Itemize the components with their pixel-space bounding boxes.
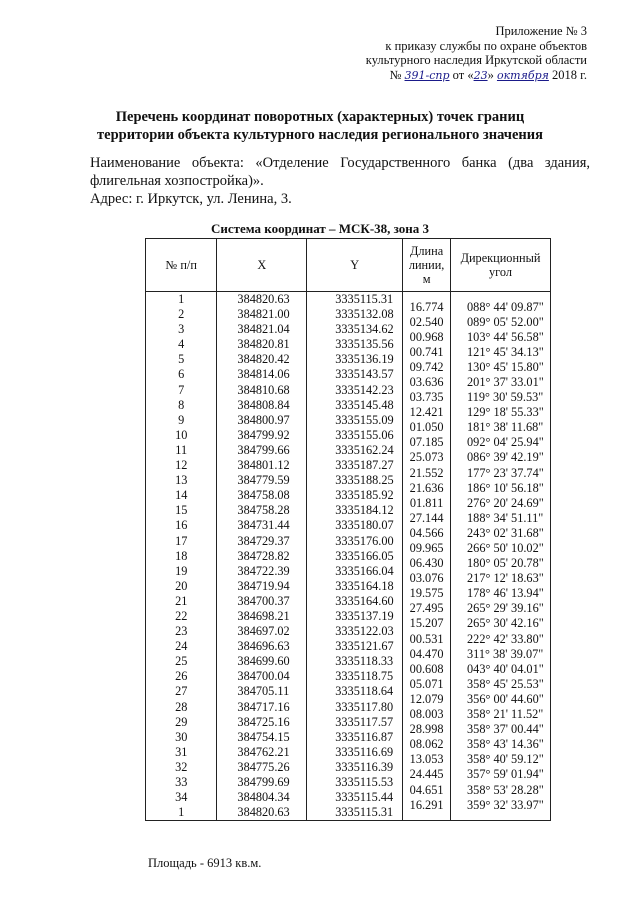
point-x: 384728.82	[237, 548, 290, 563]
point-x: 384719.94	[237, 578, 290, 593]
segment-angle: 088° 44' 09.87"	[467, 299, 544, 314]
header-angle-line-2: угол	[489, 265, 513, 279]
segment-length: 21.636	[409, 480, 444, 495]
segment-length: 15.207	[409, 616, 444, 631]
point-y: 3335118.64	[335, 684, 394, 699]
segment-length: 06.430	[409, 556, 444, 571]
point-x: 384697.02	[237, 624, 290, 639]
segment-length: 00.741	[409, 344, 444, 359]
point-x: 384820.63	[237, 292, 290, 306]
point-x: 384810.68	[237, 382, 290, 397]
segment-angle: 358° 40' 59.12"	[467, 752, 544, 767]
point-y: 3335143.57	[335, 367, 394, 382]
point-number: 28	[175, 699, 188, 714]
date-quote: »	[487, 67, 494, 82]
table-body-row	[146, 292, 551, 821]
point-x: 384820.81	[237, 337, 290, 352]
order-year: 2018 г.	[552, 67, 587, 82]
segment-angle: 129° 18' 55.33"	[467, 405, 544, 420]
point-y: 3335116.87	[335, 729, 394, 744]
segment-angle: 043° 40' 04.01"	[467, 661, 544, 676]
point-number: 27	[175, 684, 188, 699]
point-y: 3335117.80	[335, 699, 394, 714]
point-number: 18	[175, 548, 188, 563]
table-header-row	[146, 239, 551, 292]
order-month-handwritten: октября	[496, 68, 549, 82]
point-x: 384696.63	[237, 639, 290, 654]
point-y: 3335135.56	[335, 337, 394, 352]
segment-length: 13.053	[409, 752, 444, 767]
segment-angle: 265° 30' 42.16"	[467, 616, 544, 631]
point-x: 384779.59	[237, 473, 290, 488]
point-y: 3335115.53	[335, 775, 394, 789]
point-number: 3	[178, 322, 185, 337]
segment-length: 02.540	[409, 314, 444, 329]
order-day-handwritten: 23	[473, 68, 488, 82]
number-prefix: №	[389, 67, 402, 82]
point-number: 17	[175, 533, 188, 548]
segment-length: 03.636	[409, 374, 444, 389]
point-number: 14	[175, 488, 188, 503]
point-number: 33	[175, 775, 188, 789]
segment-length: 04.651	[409, 782, 444, 797]
header-length-line-2: линии,	[408, 258, 445, 272]
point-number: 2	[178, 307, 185, 322]
point-number: 8	[178, 397, 185, 412]
point-y: 3335155.09	[335, 412, 394, 427]
point-x: 384762.21	[237, 744, 290, 759]
segment-angle: 357° 59' 01.94"	[467, 767, 544, 782]
point-y: 3335187.27	[335, 458, 394, 473]
point-number-column	[146, 292, 217, 821]
point-x: 384808.84	[237, 397, 290, 412]
header-x: X	[217, 239, 307, 292]
point-number: 1	[178, 805, 185, 820]
point-number: 10	[175, 427, 188, 442]
segment-angle: 311° 38' 39.07"	[467, 646, 544, 661]
point-y: 3335176.00	[335, 533, 394, 548]
point-y: 3335115.31	[335, 805, 394, 820]
point-number: 6	[178, 367, 185, 382]
segment-angle: 356° 00' 44.60"	[467, 691, 544, 706]
segment-angle: 358° 45' 25.53"	[467, 676, 544, 691]
segment-angle: 178° 46' 13.94"	[467, 586, 544, 601]
header-num: № п/п	[146, 239, 217, 292]
point-number: 20	[175, 578, 188, 593]
point-y: 3335116.39	[335, 759, 394, 774]
segment-angle: 119° 30' 59.53"	[467, 390, 544, 405]
segment-length: 09.742	[409, 359, 444, 374]
object-address: Адрес: г. Иркутск, ул. Ленина, 3.	[90, 191, 292, 207]
point-number: 21	[175, 593, 188, 608]
segment-length: 04.566	[409, 525, 444, 540]
segment-length: 03.735	[409, 390, 444, 405]
point-y: 3335184.12	[335, 503, 394, 518]
point-x: 384821.04	[237, 322, 290, 337]
segment-angle: 089° 05' 52.00"	[467, 314, 544, 329]
point-number: 16	[175, 518, 188, 533]
header-length-line-3: м	[422, 272, 431, 286]
point-number: 11	[175, 442, 188, 457]
header-length-line-1: Длина	[410, 244, 444, 258]
point-y: 3335145.48	[335, 397, 394, 412]
point-x: 384729.37	[237, 533, 290, 548]
segment-angle: 276° 20' 24.69"	[467, 495, 544, 510]
segment-length: 03.076	[409, 571, 444, 586]
segment-angle: 358° 43' 14.36"	[467, 737, 544, 752]
segment-angle: 222° 42' 33.80"	[467, 631, 544, 646]
point-y: 3335164.18	[335, 578, 394, 593]
point-y: 3335137.19	[335, 608, 394, 623]
point-number: 1	[178, 292, 185, 306]
point-number: 32	[175, 759, 188, 774]
segment-length: 09.965	[409, 541, 444, 555]
segment-angle: 086° 39' 42.19"	[467, 450, 544, 465]
segment-length: 24.445	[409, 767, 444, 782]
segment-length: 25.073	[409, 450, 444, 465]
segment-length: 07.185	[409, 435, 444, 450]
segment-angle: 181° 38' 11.68"	[467, 420, 544, 435]
point-number: 23	[175, 624, 188, 639]
point-y: 3335122.03	[335, 624, 394, 639]
point-y: 3335188.25	[335, 473, 394, 488]
point-number: 25	[175, 654, 188, 669]
coordinates-table	[145, 238, 551, 821]
point-y: 3335132.08	[335, 307, 394, 322]
date-from: от «	[452, 67, 474, 82]
segment-length: 00.968	[409, 329, 444, 344]
point-x: 384799.92	[237, 427, 290, 442]
point-number: 7	[178, 382, 185, 397]
point-number: 30	[175, 729, 188, 744]
segment-length: 08.003	[409, 707, 444, 722]
point-x: 384758.28	[237, 503, 290, 518]
segment-angle: 359° 32' 33.97"	[467, 797, 544, 812]
point-number: 31	[175, 744, 188, 759]
point-x: 384754.15	[237, 729, 290, 744]
point-number: 4	[178, 337, 185, 352]
point-x: 384699.60	[237, 654, 290, 669]
segment-length: 05.071	[409, 676, 444, 691]
point-x: 384804.34	[237, 790, 290, 805]
document-title-line-1: Перечень координат поворотных (характерных) точек границ	[115, 109, 525, 125]
point-x: 384705.11	[237, 684, 290, 699]
segment-angle: 092° 04' 25.94"	[467, 435, 544, 450]
appendix-order-line: к приказу службы по охране объектов	[385, 38, 587, 53]
point-x: 384731.44	[237, 518, 290, 533]
segment-angle: 103° 44' 56.58"	[467, 329, 544, 344]
coordinate-system-caption: Система координат – МСК-38, зона 3	[210, 221, 430, 236]
area-total: Площадь - 6913 кв.м.	[148, 856, 262, 870]
point-y: 3335118.75	[335, 669, 394, 684]
point-x: 384700.37	[237, 593, 290, 608]
segment-angle: 243° 02' 31.68"	[467, 525, 544, 540]
segment-angle: 358° 21' 11.52"	[467, 707, 544, 722]
segment-length: 04.470	[409, 646, 444, 661]
segment-length: 00.608	[409, 661, 444, 676]
segment-angle: 188° 34' 51.11"	[467, 510, 544, 525]
appendix-header	[366, 24, 587, 83]
point-x: 384820.63	[237, 805, 290, 820]
point-x: 384758.08	[237, 488, 290, 503]
point-number: 19	[175, 563, 188, 578]
point-y: 3335136.19	[335, 352, 394, 367]
segment-angle: 130° 45' 15.80"	[467, 359, 544, 374]
document-title	[0, 108, 640, 144]
point-y: 3335142.23	[335, 382, 394, 397]
point-number: 22	[175, 608, 188, 623]
header-length	[403, 239, 451, 292]
segment-length: 12.079	[409, 691, 444, 706]
appendix-number-line	[366, 68, 587, 84]
segment-length: 16.291	[409, 797, 444, 812]
segment-angle: 180° 05' 20.78"	[467, 556, 544, 571]
point-y: 3335166.04	[335, 563, 394, 578]
point-y: 3335185.92	[335, 488, 394, 503]
point-y: 3335180.07	[335, 518, 394, 533]
segment-length: 16.774	[409, 299, 444, 314]
segment-angle: 265° 29' 39.16"	[467, 601, 544, 616]
y-column	[307, 292, 403, 821]
length-column	[403, 292, 451, 821]
header-y: Y	[307, 239, 403, 292]
point-x: 384821.00	[237, 307, 290, 322]
point-x: 384775.26	[237, 759, 290, 774]
segment-angle: 186° 10' 56.18"	[467, 480, 544, 495]
point-y: 3335115.44	[335, 790, 394, 805]
point-y: 3335155.06	[335, 427, 394, 442]
point-y: 3335164.60	[335, 593, 394, 608]
point-x: 384800.97	[237, 412, 290, 427]
segment-length: 01.811	[409, 495, 444, 510]
point-y: 3335117.57	[335, 714, 394, 729]
segment-length: 12.421	[409, 405, 444, 420]
point-x: 384820.42	[237, 352, 290, 367]
point-number: 24	[175, 639, 188, 654]
angle-column	[451, 292, 551, 821]
point-x: 384799.66	[237, 442, 290, 457]
point-number: 26	[175, 669, 188, 684]
segment-angle: 358° 37' 00.44"	[467, 722, 544, 737]
point-number: 5	[178, 352, 185, 367]
point-number: 9	[178, 412, 185, 427]
point-x: 384801.12	[237, 458, 290, 473]
segment-length: 00.531	[409, 631, 444, 646]
point-y: 3335166.05	[335, 548, 394, 563]
point-x: 384717.16	[237, 699, 290, 714]
point-x: 384700.04	[237, 669, 290, 684]
segment-length: 28.998	[409, 722, 444, 737]
segment-length: 08.062	[409, 737, 444, 752]
point-y: 3335116.69	[335, 744, 394, 759]
point-y: 3335121.67	[335, 639, 394, 654]
order-number-handwritten: 391-спр	[404, 68, 450, 82]
point-y: 3335162.24	[335, 442, 394, 457]
segment-angle: 121° 45' 34.13"	[467, 344, 544, 359]
point-x: 384725.16	[237, 714, 290, 729]
segment-length: 01.050	[409, 420, 444, 435]
header-angle	[451, 239, 551, 292]
point-y: 3335118.33	[335, 654, 394, 669]
segment-angle: 266° 50' 10.02"	[467, 541, 544, 555]
segment-angle: 358° 53' 28.28"	[467, 782, 544, 797]
point-number: 34	[175, 790, 188, 805]
point-x: 384799.69	[237, 775, 290, 789]
point-x: 384698.21	[237, 608, 290, 623]
point-number: 15	[175, 503, 188, 518]
appendix-title: Приложение № 3	[495, 24, 587, 38]
point-number: 29	[175, 714, 188, 729]
object-name: Наименование объекта: «Отделение Государственного банка (два здания, флигельная хозпостройка)».	[90, 155, 590, 189]
segment-length: 27.144	[409, 510, 444, 525]
point-x: 384814.06	[237, 367, 290, 382]
point-number: 12	[175, 458, 188, 473]
segment-angle: 201° 37' 33.01"	[467, 374, 544, 389]
header-angle-line-1: Дирекционный	[460, 251, 541, 265]
appendix-service-line: культурного наследия Иркутской области	[365, 53, 587, 67]
segment-angle: 177° 23' 37.74"	[467, 465, 544, 480]
x-column	[217, 292, 307, 821]
point-y: 3335115.31	[335, 292, 394, 306]
segment-length: 19.575	[409, 586, 444, 601]
segment-length: 21.552	[409, 465, 444, 480]
point-x: 384722.39	[237, 563, 290, 578]
point-number: 13	[175, 473, 188, 488]
document-title-line-2: территории объекта культурного наследия регионального значения	[97, 127, 543, 143]
point-y: 3335134.62	[335, 322, 394, 337]
segment-length: 27.495	[409, 601, 444, 616]
segment-angle: 217° 12' 18.63"	[467, 571, 544, 586]
